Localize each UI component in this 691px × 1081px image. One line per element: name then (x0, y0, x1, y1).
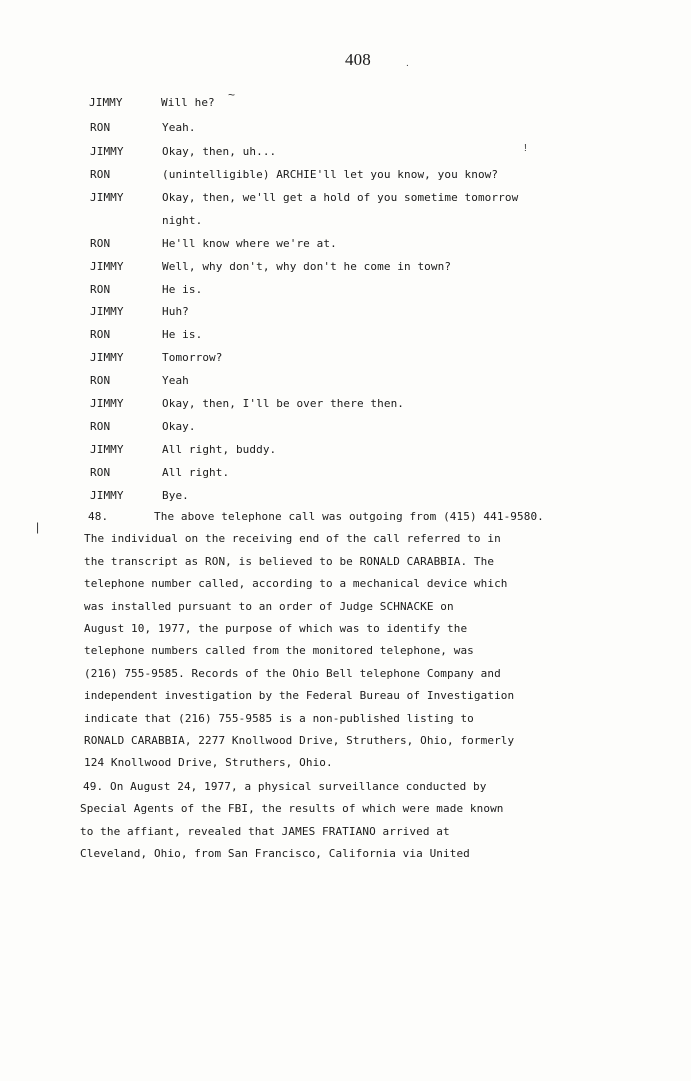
speaker-name: RON (90, 466, 111, 479)
utterance-line: Okay, then, uh... (162, 145, 277, 158)
speaker-name: JIMMY (90, 443, 124, 456)
paragraph-line: The above telephone call was outgoing from (415) 441-9580. (154, 510, 544, 523)
paragraph-line: telephone numbers called from the monitored telephone, was (84, 644, 474, 658)
transcript-row (90, 260, 550, 283)
utterance-line: Huh? (162, 305, 189, 318)
speaker-name: RON (90, 374, 111, 387)
paragraph-number: 49. (83, 780, 104, 793)
paragraph-line: was installed pursuant to an order of Judge SCHNACKE on (84, 599, 454, 613)
speaker-name: JIMMY (90, 397, 124, 410)
speaker-name: RON (90, 328, 111, 341)
paragraph-line: On August 24, 1977, a physical surveillance conducted by (110, 780, 487, 793)
utterance-line: All right, buddy. (162, 443, 277, 456)
transcript-row (90, 168, 550, 191)
utterance-line: (unintelligible) ARCHIE'll let you know, you know? (162, 168, 499, 181)
utterance-line: Okay, then, I'll be over there then. (162, 397, 405, 410)
speaker-name: RON (90, 121, 111, 134)
utterance-line: He is. (162, 328, 203, 341)
scan-speck: . (406, 58, 409, 69)
scan-speck: | (36, 520, 40, 534)
transcript-row (90, 237, 550, 260)
utterance-line: Okay. (162, 420, 196, 433)
transcript-row (90, 283, 550, 306)
transcript-row (89, 96, 549, 119)
transcript-row (90, 145, 550, 168)
utterance-line: night. (162, 214, 203, 227)
paragraph-line: the transcript as RON, is believed to be RONALD CARABBIA. The (84, 554, 495, 568)
paragraph-line: (216) 755-9585. Records of the Ohio Bell telephone Company and (84, 666, 501, 680)
scan-speck: ! (524, 143, 527, 154)
utterance-line: Okay, then, we'll get a hold of you sometime tomorrow (162, 191, 519, 204)
speaker-name: RON (90, 168, 111, 181)
utterance-line: All right. (162, 466, 230, 479)
utterance-line: Tomorrow? (162, 351, 223, 364)
paragraph-line: Cleveland, Ohio, from San Francisco, California via United (80, 847, 470, 861)
speaker-name: JIMMY (90, 489, 124, 502)
transcript-row (90, 374, 550, 397)
speaker-name: JIMMY (90, 351, 124, 364)
paragraph-line: August 10, 1977, the purpose of which was to identify the (84, 622, 468, 635)
speaker-name: RON (90, 237, 111, 250)
paragraph-line: to the affiant, revealed that JAMES FRATIANO arrived at (80, 824, 450, 838)
transcript-row (90, 443, 550, 466)
utterance-line: Well, why don't, why don't he come in town? (162, 260, 452, 273)
transcript-row (90, 191, 550, 237)
speaker-name: RON (90, 420, 111, 433)
speaker-name: JIMMY (90, 260, 124, 273)
speaker-name: JIMMY (90, 191, 124, 204)
page-number: 408 (345, 50, 371, 69)
utterance-line: Bye. (162, 489, 189, 502)
paragraph-number: 48. (88, 510, 109, 523)
paragraph-line: independent investigation by the Federal Bureau of Investigation (84, 689, 515, 703)
transcript-row (90, 420, 550, 443)
speaker-name: RON (90, 283, 111, 296)
utterance-line: Yeah. (162, 121, 196, 134)
paragraph-line: 124 Knollwood Drive, Struthers, Ohio. (84, 756, 333, 770)
paragraph-line: Special Agents of the FBI, the results of which were made known (80, 802, 504, 816)
speaker-name: JIMMY (90, 305, 124, 318)
utterance-line: Will he? (161, 96, 215, 109)
paragraph-line: RONALD CARABBIA, 2277 Knollwood Drive, Struthers, Ohio, formerly (84, 734, 515, 747)
utterance-line: Yeah (162, 374, 189, 387)
transcript-row (90, 328, 550, 351)
utterance-line: He'll know where we're at. (162, 237, 337, 250)
speaker-name: JIMMY (90, 145, 124, 158)
transcript-row (90, 489, 550, 512)
transcript-row (90, 305, 550, 328)
utterance-line: He is. (162, 283, 203, 296)
scan-speck: ~ (228, 88, 236, 102)
transcript-row (90, 351, 550, 374)
paragraph-line: indicate that (216) 755-9585 is a non-published listing to (84, 711, 474, 725)
transcript-row (90, 397, 550, 420)
transcript-row (90, 466, 550, 489)
paragraph-line: The individual on the receiving end of the call referred to in (84, 532, 501, 546)
transcript-row (90, 121, 550, 144)
paragraph-line: telephone number called, according to a mechanical device which (84, 577, 508, 591)
speaker-name: JIMMY (89, 96, 123, 109)
